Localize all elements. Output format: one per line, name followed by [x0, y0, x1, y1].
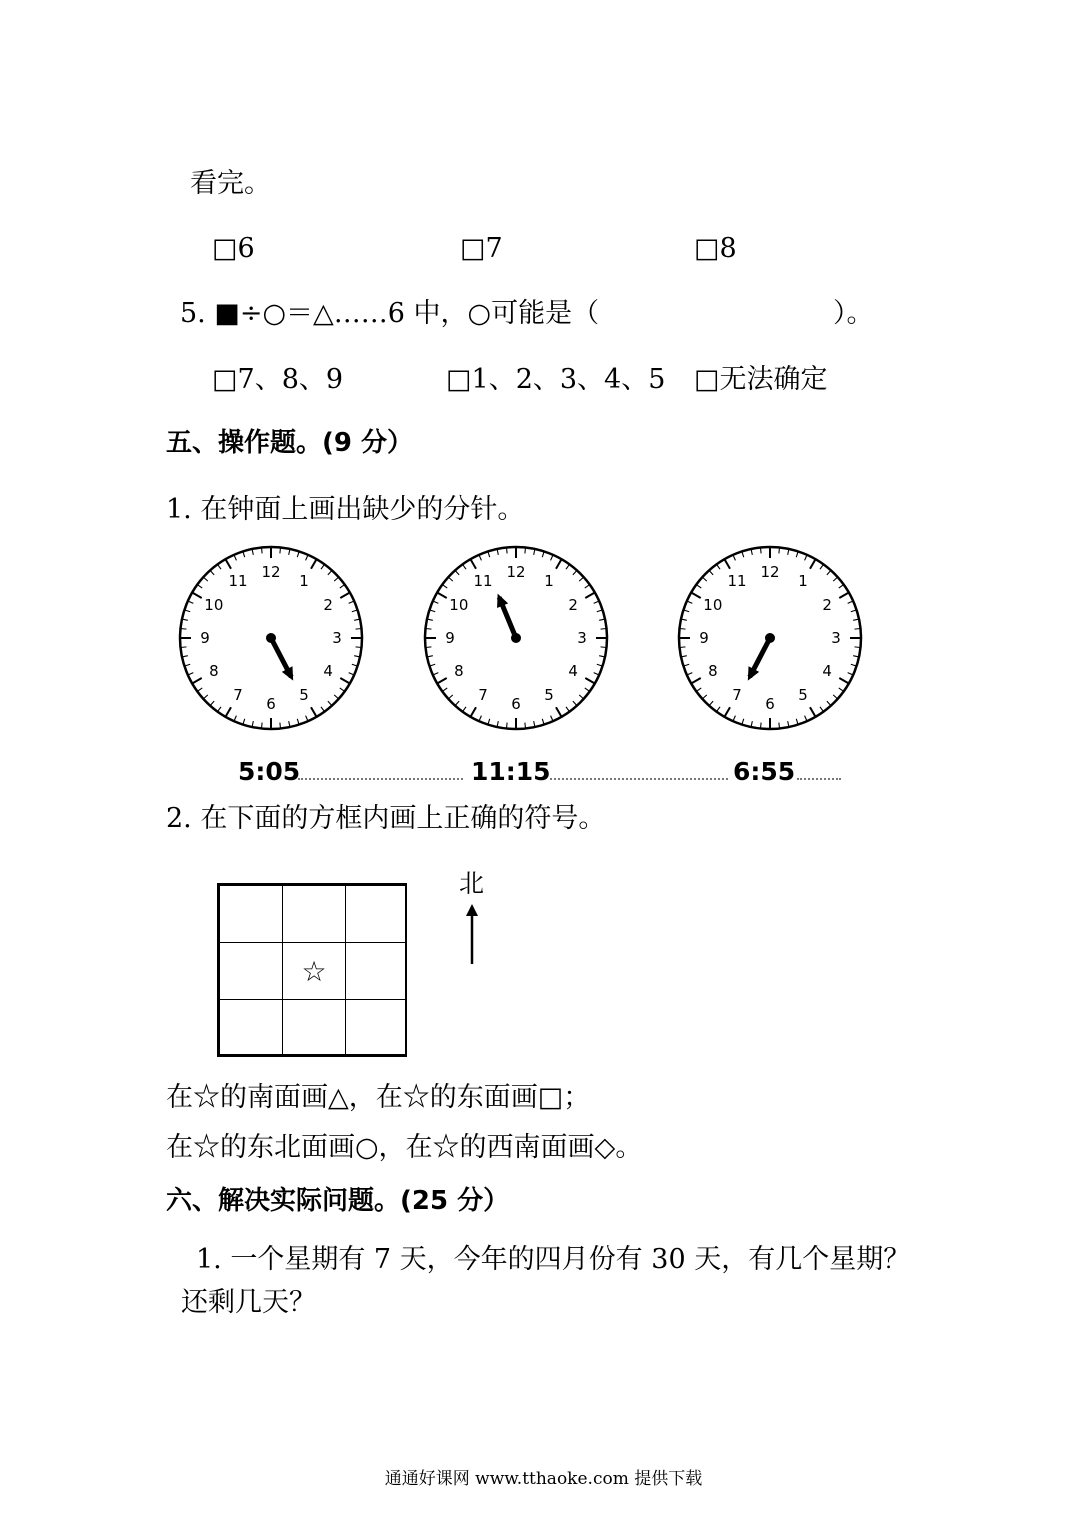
clock-tick	[506, 723, 507, 729]
dotted-line-2	[550, 778, 728, 780]
clock-tick	[679, 647, 685, 648]
clock-1-time: 5:05	[238, 757, 301, 786]
grid-cell-n[interactable]	[282, 885, 346, 943]
section-6-title: 六、解决实际问题。(25 分）	[166, 1186, 510, 1216]
clock-center	[266, 633, 276, 643]
s5-q2-text: 2. 在下面的方框内画上正确的符号。	[166, 803, 606, 834]
clock-number: 8	[454, 662, 464, 680]
clock-center	[511, 633, 521, 643]
grid-cell-ne[interactable]	[345, 885, 407, 943]
clock-number: 7	[233, 686, 243, 705]
clock-number: 7	[732, 686, 742, 705]
clock-number: 4	[323, 662, 333, 680]
clock-3[interactable]	[675, 543, 865, 733]
clock-tick	[760, 723, 761, 729]
clock-number: 9	[699, 629, 709, 647]
north-label: 北	[459, 869, 485, 898]
clock-tick	[356, 647, 362, 648]
clock-number: 10	[204, 596, 224, 614]
clock-tick	[679, 628, 685, 629]
clock-tick	[525, 723, 526, 729]
q5-option-2[interactable]: □1、2、3、4、5	[446, 364, 666, 395]
grid-cell-nw[interactable]	[219, 885, 283, 943]
clock-number: 5	[798, 686, 808, 705]
clock-number: 5	[299, 686, 309, 705]
clock-number: 1	[299, 571, 309, 590]
clock-number: 11	[727, 571, 747, 590]
clock-tick	[779, 547, 780, 553]
s6-q1-line1: 1. 一个星期有 7 天，今年的四月份有 30 天，有几个星期？	[196, 1244, 911, 1275]
clock-tick	[779, 723, 780, 729]
grid-cell-e[interactable]	[345, 942, 407, 1000]
clock-3-time: 6:55	[733, 757, 796, 786]
clock-number: 9	[200, 629, 210, 647]
clock-tick	[525, 547, 526, 553]
clock-number: 12	[760, 563, 780, 581]
clock-number: 6	[266, 695, 276, 713]
clock-tick	[601, 628, 607, 629]
clock-tick	[261, 723, 262, 729]
direction-grid	[217, 883, 407, 1057]
clock-number: 1	[544, 571, 554, 590]
clock-number: 11	[473, 571, 493, 590]
clock-number: 2	[568, 596, 578, 614]
clock-center	[765, 633, 775, 643]
clock-number: 6	[511, 695, 521, 713]
clock-number: 9	[445, 629, 455, 647]
clock-tick	[855, 647, 861, 648]
clock-number: 2	[323, 596, 333, 614]
clock-number: 12	[506, 563, 526, 581]
clock-number: 4	[822, 662, 832, 680]
clock-number: 8	[708, 662, 718, 680]
q5-close: ）。	[833, 298, 874, 329]
footer-credit: 通通好课网 www.tthaoke.com 提供下载	[384, 1469, 703, 1489]
q5-option-1[interactable]: □7、8、9	[212, 364, 344, 395]
clock-tick	[356, 628, 362, 629]
q4-option-1[interactable]: □6	[212, 233, 255, 264]
grid-cell-w[interactable]	[219, 942, 283, 1000]
instruction-2: 在☆的东北面画○，在☆的西南面画◇。	[166, 1132, 643, 1163]
clock-number: 7	[478, 686, 488, 705]
grid-cell-se[interactable]	[345, 999, 407, 1055]
instruction-1: 在☆的南面画△，在☆的东面画□；	[166, 1082, 591, 1113]
q5-question: 5. ■÷○＝△……6 中，○可能是（	[180, 298, 600, 329]
clock-tick	[760, 547, 761, 553]
s5-q1-text: 1. 在钟面上画出缺少的分针。	[166, 494, 525, 525]
grid-cell-s[interactable]	[282, 999, 346, 1055]
clock-number: 3	[332, 629, 342, 647]
clock-1[interactable]	[176, 543, 366, 733]
clock-tick	[425, 628, 431, 629]
clock-number: 10	[449, 596, 469, 614]
clock-tick	[601, 647, 607, 648]
clock-number: 5	[544, 686, 554, 705]
clock-tick	[855, 628, 861, 629]
dotted-line-3	[797, 778, 841, 780]
clock-tick	[261, 547, 262, 553]
clock-tick	[180, 647, 186, 648]
clock-number: 1	[798, 571, 808, 590]
clock-tick	[506, 547, 507, 553]
clock-number: 12	[261, 563, 281, 581]
dotted-line-1	[298, 778, 463, 780]
clock-number: 2	[822, 596, 832, 614]
star-symbol: ☆	[301, 954, 327, 988]
section-5-title: 五、操作题。(9 分）	[166, 428, 414, 458]
clock-tick	[180, 628, 186, 629]
clock-number: 3	[831, 629, 841, 647]
grid-cell-center[interactable]	[282, 942, 346, 1000]
clock-tick	[425, 647, 431, 648]
clock-number: 3	[577, 629, 587, 647]
clock-tick	[280, 547, 281, 553]
clock-number: 4	[568, 662, 578, 680]
clock-number: 8	[209, 662, 219, 680]
north-arrow-icon	[462, 904, 482, 966]
q4-option-2[interactable]: □7	[460, 233, 503, 264]
clock-2[interactable]	[421, 543, 611, 733]
clock-number: 11	[228, 571, 248, 590]
clock-number: 10	[703, 596, 723, 614]
q5-option-3[interactable]: □无法确定	[694, 364, 828, 395]
grid-cell-sw[interactable]	[219, 999, 283, 1055]
q4-option-3[interactable]: □8	[694, 233, 737, 264]
clock-2-time: 11:15	[471, 757, 551, 786]
clock-tick	[280, 723, 281, 729]
q4-tail: 看完。	[190, 168, 271, 199]
clock-number: 6	[765, 695, 775, 713]
s6-q1-line2: 还剩几天？	[181, 1287, 316, 1318]
